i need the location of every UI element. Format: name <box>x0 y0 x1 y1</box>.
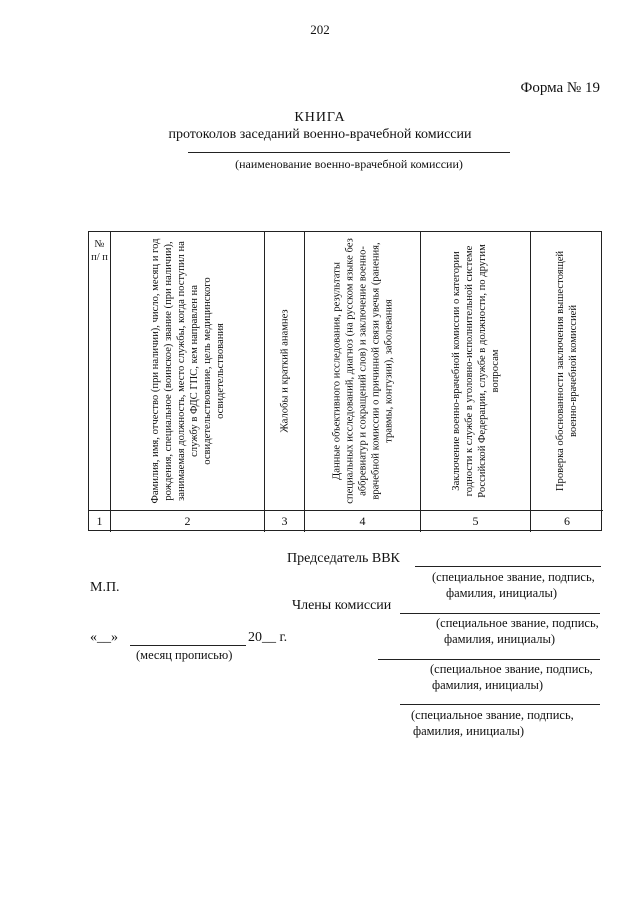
column-number: 4 <box>359 514 366 528</box>
table-column-3 <box>265 232 305 532</box>
table-column-6 <box>531 232 603 532</box>
member-hint-1: (специальное звание, подпись, <box>430 662 593 676</box>
date-day: «__» <box>90 630 118 645</box>
member-hint-1: (специальное звание, подпись, <box>411 708 574 722</box>
member-hint-1: (специальное звание, подпись, <box>436 616 599 630</box>
table-column-4 <box>305 232 421 532</box>
chairman-label: Председатель ВВК <box>287 551 400 566</box>
member-signature-line <box>378 659 600 660</box>
date-year: 20__ г. <box>248 630 288 645</box>
column-number: 5 <box>472 514 479 528</box>
form-number: Форма № 19 <box>520 80 600 96</box>
book-title: КНИГА <box>294 110 346 125</box>
date-month-line <box>130 645 246 646</box>
table-divider <box>89 510 603 511</box>
table-header-cell: Данные объективного исследования, результаты специальных исследований, диагноз (на русском языке без аббревиатур и сокращений слов) и заключение военно-врачебной комиссии о причинной связи увечья (ранения, травмы, контузии), заболевания <box>331 238 394 504</box>
stamp-place: М.П. <box>90 580 120 595</box>
column-number: 6 <box>564 514 570 528</box>
member-hint-2: фамилия, инициалы) <box>432 678 544 692</box>
table-column-5 <box>421 232 531 532</box>
commission-name-line <box>188 152 510 153</box>
chairman-signature-line <box>415 566 601 567</box>
page-number: 202 <box>310 22 330 37</box>
column-number: 3 <box>281 514 288 528</box>
book-subtitle: протоколов заседаний военно-врачебной комиссии <box>168 127 472 142</box>
table-column-1 <box>89 232 111 532</box>
table-column-2 <box>111 232 265 532</box>
chairman-hint-1: (специальное звание, подпись, <box>432 570 595 584</box>
table-header-cell: Заключение военно-врачебной комиссии о категории годности к службе в уголовно-исполнительной системе Российской Федерации, службе в должности, по другим вопросам <box>450 244 501 498</box>
chairman-hint-2: фамилия, инициалы) <box>446 586 558 600</box>
commission-name-hint: (наименование военно-врачебной комиссии) <box>235 157 463 171</box>
table-header-cell: Проверка обоснованности заключения вышестоящей военно-врачебной комиссией <box>555 250 579 492</box>
member-hint-2: фамилия, инициалы) <box>444 632 556 646</box>
members-label: Члены комиссии <box>292 598 392 613</box>
member-signature-line <box>400 613 600 614</box>
member-signature-line <box>400 704 600 705</box>
table-header-cell: Жалобы и краткий анамнез <box>279 309 290 433</box>
table-header-cell: Фамилия, имя, отчество (при наличии), число, месяц и год рождения, специальное (воинское) звание (при наличии), занимаемая должность, место службы, когда поступил на службу в ФДС ГПС, кем направлен на освидетельствование, цель медицинского освидетельствования <box>149 238 226 504</box>
member-hint-2: фамилия, инициалы) <box>413 724 525 738</box>
table-header-cell: № п/ п <box>91 239 108 263</box>
column-number: 1 <box>96 514 103 528</box>
column-number: 2 <box>184 514 191 528</box>
month-hint: (месяц прописью) <box>136 648 233 662</box>
protocol-table <box>88 231 602 531</box>
